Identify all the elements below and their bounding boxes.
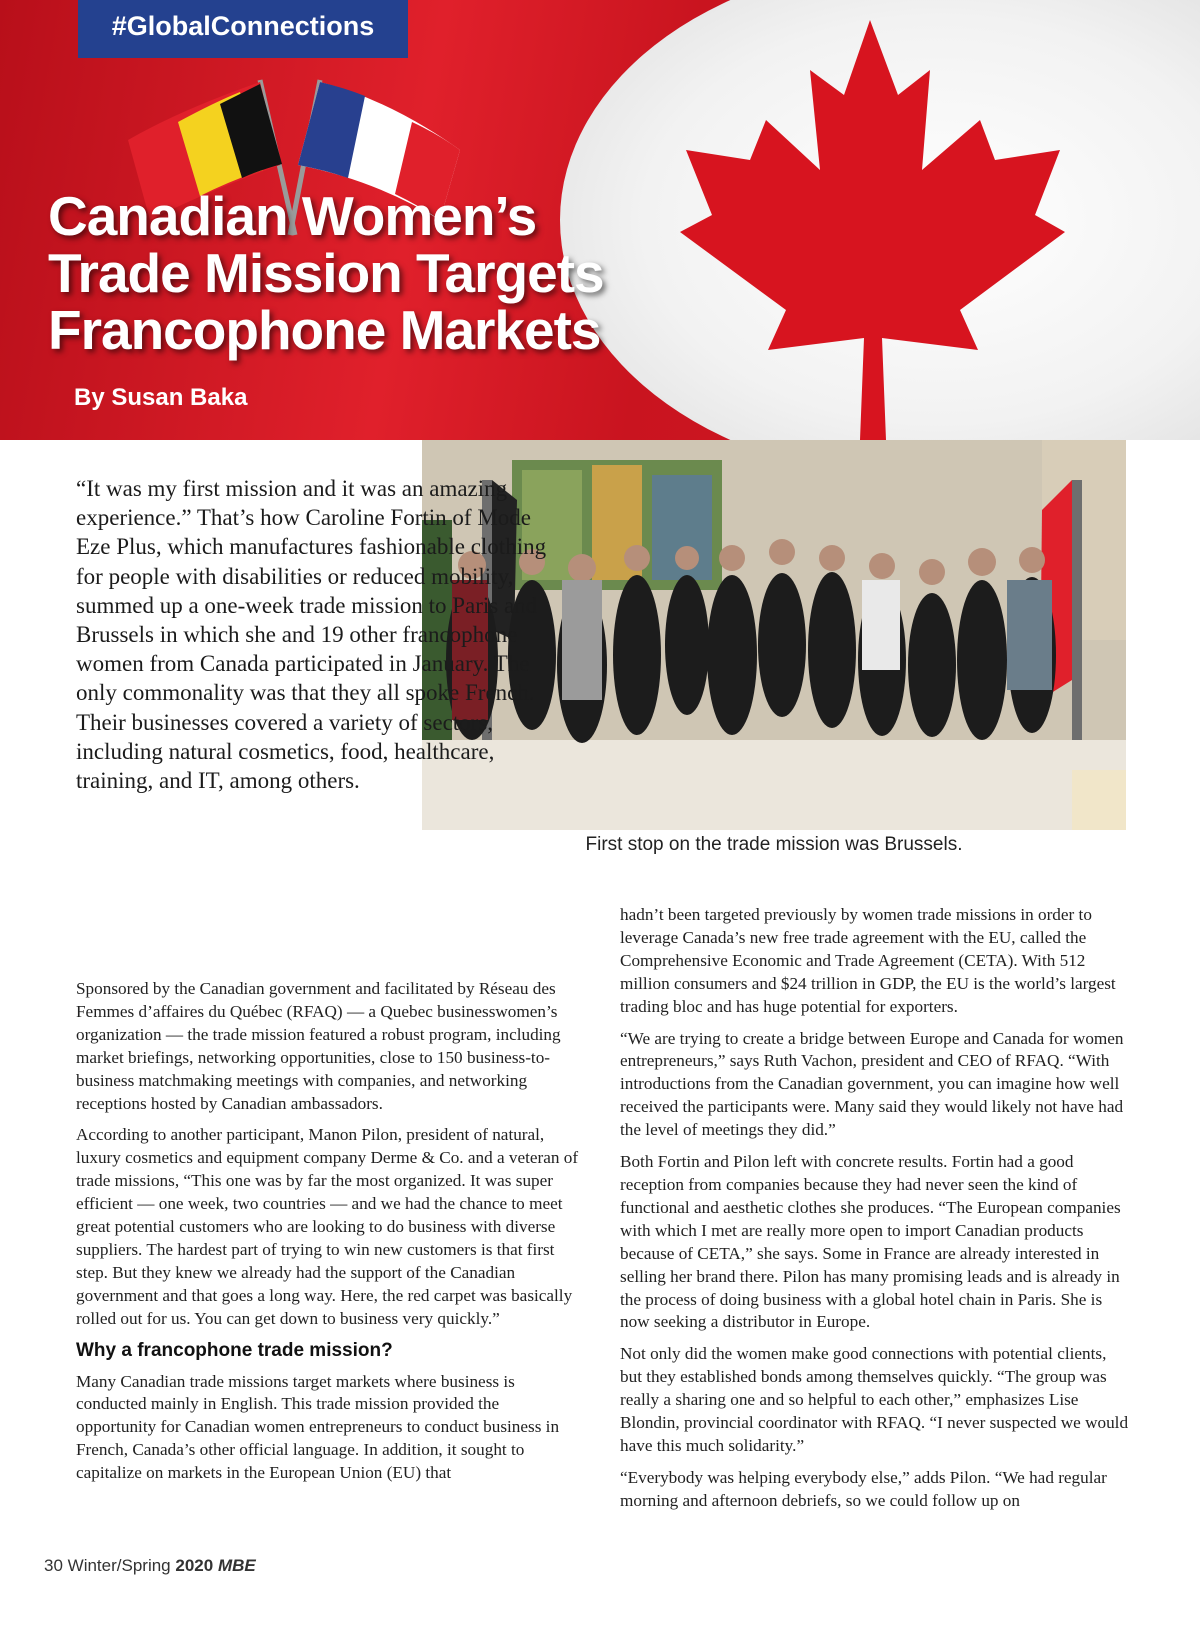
right-column: [620, 904, 1130, 1522]
body-paragraph: “Everybody was helping everybody else,” adds Pilon. “We had regular morning and afternoon debriefs, so we could follow up on: [620, 1467, 1107, 1510]
page-number: 30: [44, 1556, 63, 1575]
body-paragraph: According to another participant, Manon Pilon, president of natural, luxury cosmetics and equipment company Derme & Co. and a veteran of trade missions, “This one was by far the most organized. It was super efficient — one week, two countries — and we had the chance to meet great potential customers who are looking to do business with diverse suppliers. The hardest part of trying to win new customers is that first step. But they knew we already had the support of the Canadian government and that goes a long way. Here, the red carpet was basically rolled out for us. You can get down to business very quickly.”: [76, 1125, 579, 1328]
issue-name: Winter/Spring: [67, 1556, 171, 1575]
hero-banner: [0, 0, 1200, 440]
byline: By Susan Baka: [74, 384, 248, 411]
body-paragraph: Many Canadian trade missions target markets where business is conducted mainly in English. This trade mission provided the opportunity for Canadian women entrepreneurs to conduct business in French, Canada’s other official language. In addition, it sought to capitalize on markets in the European Union (EU) that: [76, 1371, 560, 1483]
body-paragraph: hadn’t been targeted previously by women trade missions in order to leverage Canada’s new free trade agreement with the EU, called the Comprehensive Economic and Trade Agreement (CETA). With 512 million consumers and $24 trillion in GDP, the EU is the world’s largest trading bloc and has huge potential for exporters.: [620, 905, 1116, 1016]
section-tag: #GlobalConnections: [78, 0, 408, 58]
article-title: [48, 185, 648, 361]
body-paragraph: Both Fortin and Pilon left with concrete results. Fortin had a good reception from companies because they had never seen the kind of functional and aesthetic clothes she produces. “The European companies with which I met are really more open to import Canadian products because of CETA,” she says. Some in France are already interested in selling her brand there. Pilon has many promising leads and is already in the process of doing business with a global hotel chain in Paris. She is now seeking a distributor in Europe.: [620, 1152, 1121, 1332]
section-subhead: Why a francophone trade mission?: [76, 1339, 393, 1361]
photo-caption: First stop on the trade mission was Brussels.: [585, 834, 963, 855]
body-paragraph: Not only did the women make good connections with potential clients, but they established bonds among themselves quickly. “The group was really a sharing one and so helpful to each other,” emphasizes Lise Blondin, provincial coordinator with RFAQ. “I never suspected we would have this much solidarity.”: [620, 1344, 1129, 1455]
title-line: Francophone Markets: [48, 299, 601, 361]
body-paragraph: “We are trying to create a bridge between Europe and Canada for women entrepreneurs,” says Ruth Vachon, president and CEO of RFAQ. “With introductions from the Canadian government, you can imagine how well received the participants were. Many said they would likely not have had the level of meetings they did.”: [620, 1028, 1124, 1140]
left-column: [76, 978, 581, 1494]
body-paragraph: Sponsored by the Canadian government and facilitated by Réseau des Femmes d’affaires du Québec (RFAQ) — a Quebec businesswomen’s organization — the trade mission featured a robust program, including market briefings, networking opportunities, close to 150 business-to-business matchmaking meetings with companies, and networking receptions hosted by Canadian ambassadors.: [76, 979, 561, 1113]
lead-paragraph: [76, 474, 566, 834]
page-footer: [44, 1556, 256, 1576]
magazine-name: MBE: [217, 1556, 256, 1575]
issue-year: 2020: [175, 1556, 214, 1575]
title-line: Trade Mission Targets: [48, 242, 604, 304]
lead-text: “It was my first mission and it was an amazing experience.” That’s how Caroline Fortin of Mode Eze Plus, which manufactures fashionable clothing for people with disabilities or reduced mobility, summed up a one-week trade mission to Paris and Brussels in which she and 19 other francophone women from Canada participated in January. The only commonality was that they all spoke French. Their businesses covered a variety of sectors, including natural cosmetics, food, healthcare, training, and IT, among others.: [76, 476, 547, 794]
maple-leaf-icon: [660, 0, 1080, 440]
title-line: Canadian Women’s: [48, 185, 537, 247]
